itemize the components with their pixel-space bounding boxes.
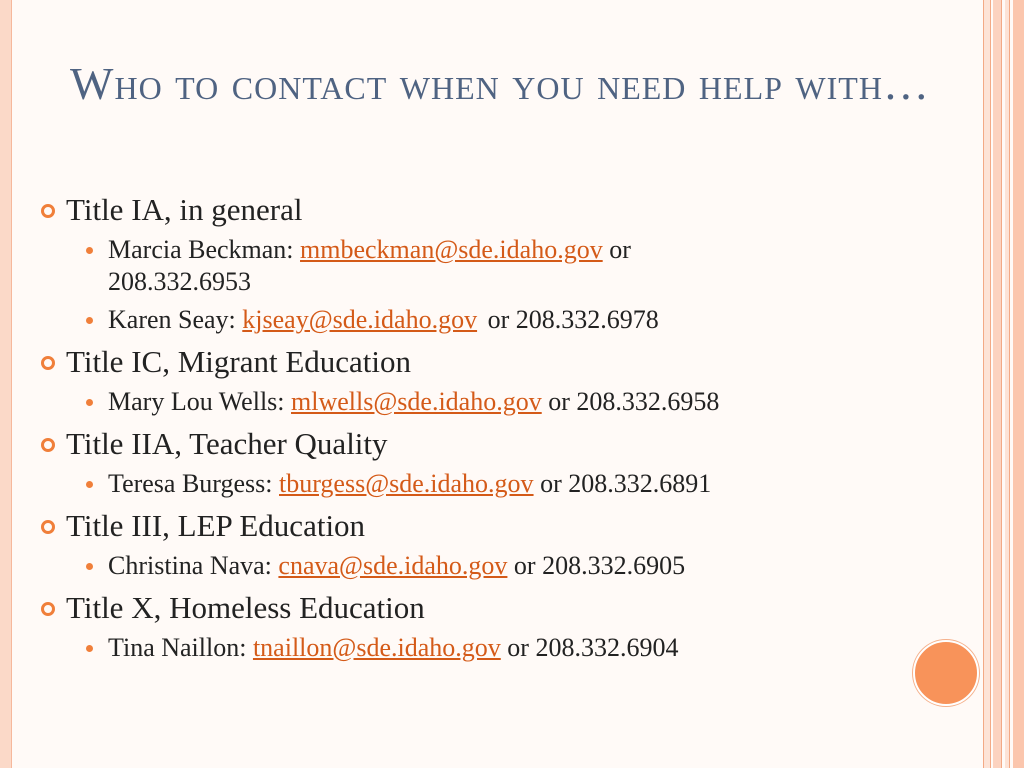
section-title-ic: [40, 342, 940, 418]
contact-email-link[interactable]: cnava@sde.idaho.gov: [278, 551, 508, 580]
contact-or: or: [513, 551, 536, 580]
dot-bullet-icon: [86, 563, 93, 570]
contact-or: or: [507, 633, 529, 662]
contact-phone: 208.332.6953: [108, 267, 251, 296]
contact-name: Mary Lou Wells:: [108, 387, 285, 416]
contact-or: or: [540, 469, 562, 498]
stripe: [993, 0, 1002, 768]
contact-email-link[interactable]: tburgess@sde.idaho.gov: [279, 469, 534, 498]
contact-or: or: [609, 235, 631, 264]
stripe: [983, 0, 991, 768]
contact-name: Teresa Burgess:: [108, 469, 273, 498]
ring-bullet-icon: [41, 356, 55, 370]
contact-email-link[interactable]: kjseay@sde.idaho.gov: [242, 305, 478, 334]
section-heading: Title X, Homeless Education: [66, 590, 425, 625]
contact-name: Marcia Beckman:: [108, 235, 294, 264]
section-title-x: [40, 588, 940, 664]
dot-bullet-icon: [86, 247, 93, 254]
dot-bullet-icon: [86, 399, 93, 406]
slide-content: [40, 190, 940, 670]
contact-item: [40, 234, 940, 298]
contact-name: Karen Seay:: [108, 305, 236, 334]
section-heading: Title IC, Migrant Education: [66, 344, 411, 379]
slide-title: Who to contact when you need help with…: [70, 58, 930, 109]
contact-item: [40, 386, 940, 418]
ring-bullet-icon: [41, 204, 55, 218]
contact-item: [40, 468, 940, 500]
section-title-iii: [40, 506, 940, 582]
stripe: [1013, 0, 1024, 768]
contact-phone: 208.332.6958: [576, 387, 720, 416]
contact-email-link[interactable]: mmbeckman@sde.idaho.gov: [300, 235, 603, 264]
section-title-iia: [40, 424, 940, 500]
ring-bullet-icon: [41, 438, 55, 452]
contact-phone: 208.332.6905: [542, 551, 686, 580]
contact-item: [40, 632, 940, 664]
section-title-ia: [40, 190, 940, 336]
contact-email-link[interactable]: tnaillon@sde.idaho.gov: [252, 633, 501, 662]
left-frame-border: [0, 0, 12, 768]
section-heading: Title IA, in general: [66, 192, 303, 227]
ring-bullet-icon: [41, 602, 55, 616]
contact-email-link[interactable]: mlwells@sde.idaho.gov: [291, 387, 542, 416]
contact-name: Christina Nava:: [108, 551, 272, 580]
dot-bullet-icon: [86, 481, 93, 488]
dot-bullet-icon: [86, 317, 93, 324]
contact-name: Tina Naillon:: [108, 633, 247, 662]
contact-or: or: [487, 305, 510, 334]
contact-item: [40, 304, 940, 336]
stripe: [1005, 0, 1010, 768]
contact-item: [40, 550, 940, 582]
ring-bullet-icon: [41, 520, 55, 534]
contact-phone: 208.332.6891: [568, 469, 712, 498]
dot-bullet-icon: [86, 645, 93, 652]
section-heading: Title IIA, Teacher Quality: [66, 426, 388, 461]
right-frame-stripes: [983, 0, 1024, 768]
section-heading: Title III, LEP Education: [66, 508, 366, 543]
contact-phone: 208.332.6978: [515, 305, 659, 334]
contact-or: or: [548, 387, 570, 416]
contact-phone: 208.332.6904: [535, 633, 679, 662]
